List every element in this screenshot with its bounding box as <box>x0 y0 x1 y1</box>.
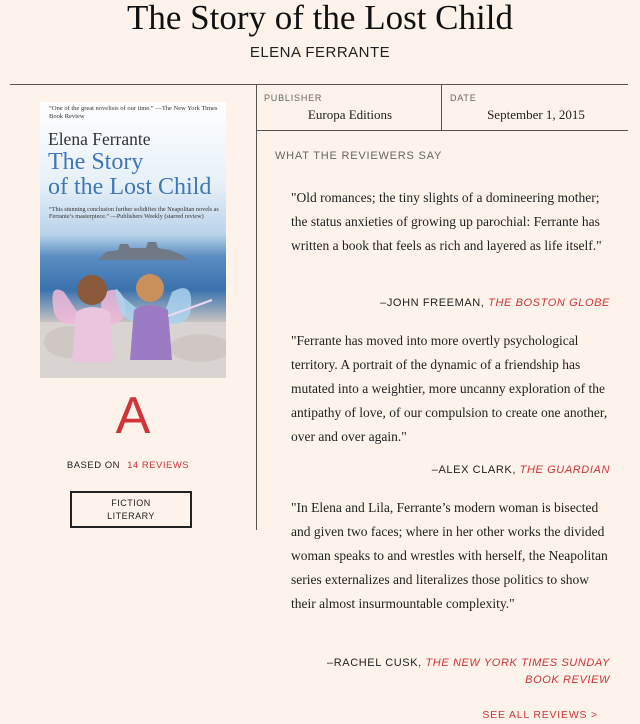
reviewer-name: –ALEX CLARK, <box>431 464 517 476</box>
meta-divider <box>256 130 628 131</box>
book-author[interactable]: ELENA FERRANTE <box>249 44 391 61</box>
book-cover-image[interactable] <box>40 102 226 378</box>
cover-title <box>48 150 211 200</box>
header-divider <box>10 84 628 85</box>
publisher-value: Europa Editions <box>307 107 393 122</box>
genre-fiction: FICTION <box>111 498 151 508</box>
genre-tag[interactable] <box>70 491 192 528</box>
reviews-heading: WHAT THE REVIEWERS SAY <box>275 150 443 162</box>
reviews-count-link[interactable]: 14 REVIEWS <box>127 460 190 471</box>
date-label: DATE <box>450 93 477 103</box>
publisher-label: PUBLISHER <box>264 93 323 103</box>
publication-link[interactable]: THE NEW YORK TIMES SUNDAY BOOK REVIEW <box>425 657 610 686</box>
cover-author: Elena Ferrante <box>48 129 151 149</box>
genre-literary: LITERARY <box>107 511 155 521</box>
cover-title-line1: The Story <box>48 149 144 175</box>
column-divider <box>256 84 257 530</box>
cover-title-line2: of the Lost Child <box>48 174 212 200</box>
cover-blurb-bottom: “This stunning conclusion further solidifies the Neapolitan novels as Ferrante’s masterpiece.” —Publishers Weekly (starred review) <box>49 206 219 221</box>
review-quote-2: "Ferrante has moved into more overtly psychological territory. A portrait of the dynamic of a friendship has mutated into a weightier, more uncanny exploration of the antipathy of love, of our compulsion to create one another, over and over again." <box>291 333 608 444</box>
reviewer-name: –RACHEL CUSK, <box>327 657 422 669</box>
publication-link[interactable]: THE BOSTON GLOBE <box>488 297 610 309</box>
based-on-reviews <box>0 460 256 471</box>
review-quote-1: "Old romances; the tiny slights of a domineering mother; the status anxieties of growing up parochial: Ferrante has written a book that feels as rich and layered as life itself." <box>291 190 602 253</box>
book-title: The Story of the Lost Child <box>127 0 513 37</box>
meta-column-divider <box>441 84 442 130</box>
review-attribution-1 <box>280 295 610 312</box>
based-on-label: BASED ON <box>66 460 120 471</box>
review-attribution-3 <box>320 655 610 689</box>
review-quote-3: "In Elena and Lila, Ferrante’s modern woman is bisected and given two faces; where in her other works the divided woman speaks to and wrestles with herself, the Neapolitan series externalizes and literalizes those politics to show their almost insurmountable complexity." <box>291 500 608 611</box>
publication-link[interactable]: THE GUARDIAN <box>519 464 610 476</box>
children-illustration <box>40 252 226 378</box>
cover-blurb-top: “One of the great novelists of our time.” —The New York Times Book Review <box>49 105 218 120</box>
grade-letter: A <box>115 387 151 445</box>
review-attribution-2 <box>280 462 610 479</box>
date-value: September 1, 2015 <box>487 107 585 122</box>
see-all-reviews-link[interactable]: SEE ALL REVIEWS > <box>482 709 598 721</box>
reviewer-name: –JOHN FREEMAN, <box>380 297 485 309</box>
